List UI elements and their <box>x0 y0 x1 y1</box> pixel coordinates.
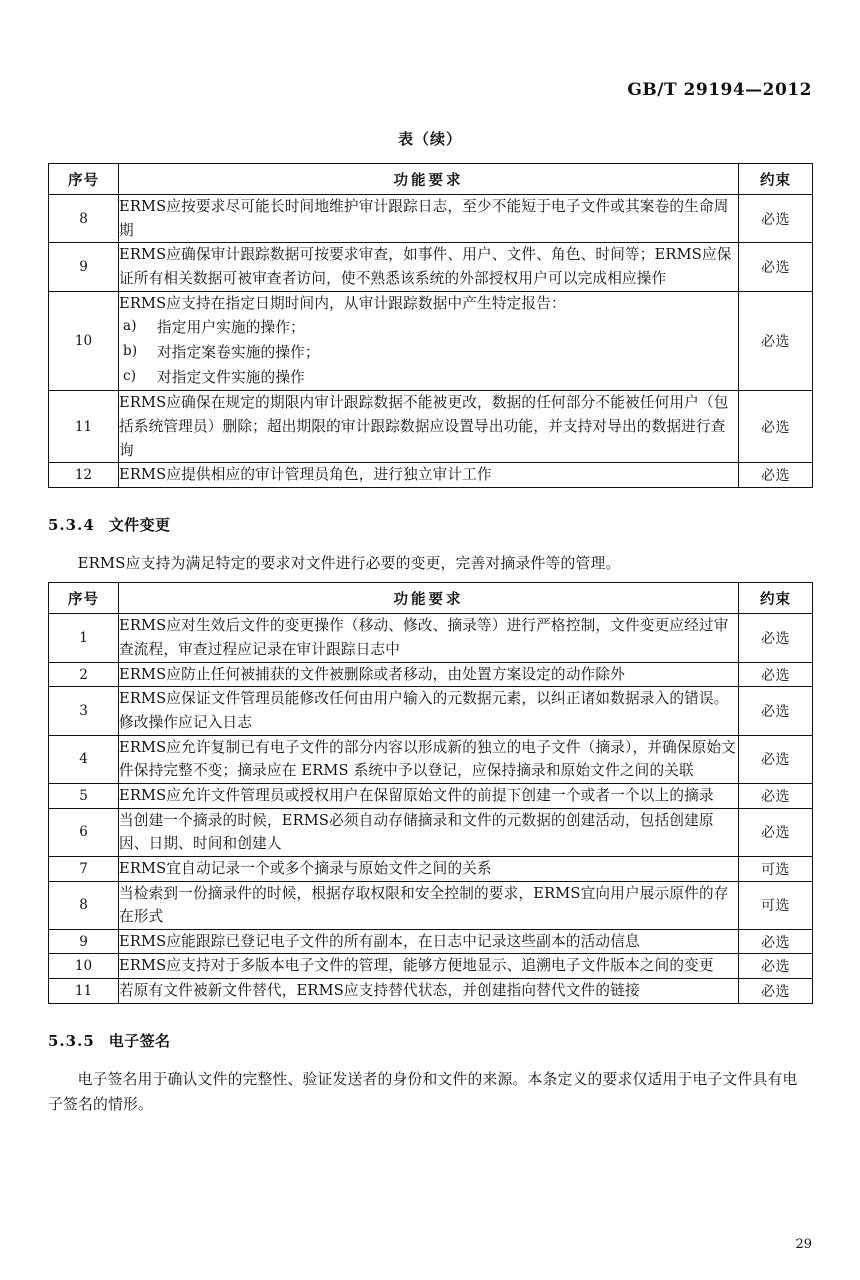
row-constraint: 必选 <box>739 391 813 463</box>
row-constraint: 必选 <box>739 463 813 488</box>
requirement-text: ERMS宜自动记录一个或多个摘录与原始文件之间的关系 <box>119 859 492 877</box>
sublist-marker: b) <box>123 343 138 360</box>
requirement-text: ERMS应防止任何被捕获的文件被删除或者移动，由处置方案设定的动作除外 <box>119 665 625 683</box>
change-table-body <box>49 614 813 1003</box>
requirement-text: ERMS应对生效后文件的变更操作（移动、修改、摘录等）进行严格控制，文件变更应经过审查流程，审查过程应记录在审计跟踪日志中 <box>119 617 729 659</box>
row-constraint: 必选 <box>739 783 813 808</box>
row-number: 12 <box>49 463 119 488</box>
row-requirement <box>119 291 739 391</box>
table-row <box>49 243 813 291</box>
requirement-text: ERMS应提供相应的审计管理员角色，进行独立审计工作 <box>119 466 492 484</box>
row-constraint: 必选 <box>739 614 813 662</box>
row-requirement <box>119 783 739 808</box>
requirement-text: 当检索到一份摘录件的时候，根据存取权限和安全控制的要求，ERMS宜向用户展示原件的存在形式 <box>119 884 729 926</box>
row-constraint: 必选 <box>739 954 813 979</box>
row-constraint: 必选 <box>739 979 813 1004</box>
column-header-constraint: 约束 <box>739 583 813 614</box>
section-heading-535 <box>48 1030 812 1051</box>
sublist-item <box>119 365 738 390</box>
column-header-no: 序号 <box>49 583 119 614</box>
row-number: 2 <box>49 662 119 687</box>
sublist-item <box>119 340 738 365</box>
table-row <box>49 391 813 463</box>
table-row <box>49 662 813 687</box>
row-requirement <box>119 614 739 662</box>
row-number: 10 <box>49 291 119 391</box>
row-requirement <box>119 881 739 929</box>
row-number: 11 <box>49 979 119 1004</box>
row-requirement <box>119 687 739 735</box>
standard-number-header: GB/T 29194—2012 <box>627 80 812 100</box>
table-row <box>49 979 813 1004</box>
row-number: 8 <box>49 195 119 243</box>
table-row <box>49 929 813 954</box>
sublist-text: 对指定案卷实施的操作； <box>157 344 320 362</box>
column-header-requirement: 功能要求 <box>119 164 739 195</box>
requirement-text: ERMS应支持在指定日期时间内，从审计跟踪数据中产生特定报告： <box>119 294 566 312</box>
requirement-text: 若原有文件被新文件替代，ERMS应支持替代状态，并创建指向替代文件的链接 <box>119 982 640 1000</box>
requirement-text: 当创建一个摘录的时候，ERMS必须自动存储摘录和文件的元数据的创建活动，包括创建原因、日期、时间和创建人 <box>119 811 714 853</box>
row-requirement <box>119 856 739 881</box>
file-change-requirements-table <box>48 582 813 1003</box>
requirement-text: ERMS应确保审计跟踪数据可按要求审查，如事件、用户、文件、角色、时间等；ERMS应保证所有相关数据可被审查者访问，使不熟悉该系统的外部授权用户可以完成相应操作 <box>119 246 732 287</box>
table-row <box>49 735 813 783</box>
section-number: 5.3.4 <box>48 516 95 535</box>
audit-table-body <box>49 195 813 488</box>
row-requirement <box>119 463 739 488</box>
requirement-text: ERMS应能跟踪已登记电子文件的所有副本，在日志中记录这些副本的活动信息 <box>119 932 640 950</box>
row-requirement <box>119 808 739 856</box>
table-header-row <box>49 164 813 195</box>
page-content <box>48 128 812 1128</box>
column-header-constraint: 约束 <box>739 164 813 195</box>
requirement-text: ERMS应允许文件管理员或授权用户在保留原始文件的前提下创建一个或者一个以上的摘录 <box>119 786 714 804</box>
page-number: 29 <box>795 1237 812 1252</box>
row-number: 9 <box>49 929 119 954</box>
table-row <box>49 783 813 808</box>
section-heading-534 <box>48 514 812 535</box>
sublist-text: 指定用户实施的操作； <box>157 319 305 337</box>
row-number: 1 <box>49 614 119 662</box>
row-requirement <box>119 391 739 463</box>
table-row <box>49 463 813 488</box>
row-constraint: 必选 <box>739 243 813 291</box>
sublist-text: 对指定文件实施的操作 <box>157 369 305 387</box>
audit-requirements-table <box>48 163 813 488</box>
section-number: 5.3.5 <box>48 1031 95 1050</box>
row-requirement <box>119 929 739 954</box>
row-number: 9 <box>49 243 119 291</box>
section-title: 电子签名 <box>108 1031 171 1050</box>
row-constraint: 必选 <box>739 291 813 391</box>
row-constraint: 必选 <box>739 662 813 687</box>
row-requirement <box>119 979 739 1004</box>
row-number: 7 <box>49 856 119 881</box>
row-number: 10 <box>49 954 119 979</box>
row-number: 3 <box>49 687 119 735</box>
section-title: 文件变更 <box>108 516 171 535</box>
table-row <box>49 687 813 735</box>
table-header-row <box>49 583 813 614</box>
sublist-item <box>119 315 738 340</box>
table-caption: 表（续） <box>397 130 462 148</box>
table-row <box>49 856 813 881</box>
row-requirement <box>119 735 739 783</box>
row-requirement <box>119 662 739 687</box>
row-number: 11 <box>49 391 119 463</box>
row-constraint: 必选 <box>739 735 813 783</box>
requirement-text: ERMS应按要求尽可能长时间地维护审计跟踪日志，至少不能短于电子文件或其案卷的生命周期 <box>119 198 729 239</box>
requirement-text: ERMS应支持对于多版本电子文件的管理，能够方便地显示、追溯电子文件版本之间的变更 <box>119 957 714 975</box>
row-number: 4 <box>49 735 119 783</box>
sublist-marker: a) <box>123 318 137 335</box>
column-header-no: 序号 <box>49 164 119 195</box>
column-header-requirement: 功能要求 <box>119 583 739 614</box>
requirement-text: ERMS应允许复制已有电子文件的部分内容以形成新的独立的电子文件（摘录），并确保原始文件保持完整不变；摘录应在 ERMS 系统中予以登记，应保持摘录和原始文件之间的关联 <box>119 738 737 780</box>
section-534-intro: ERMS应支持为满足特定的要求对文件进行必要的变更，完善对摘录件等的管理。 <box>77 555 621 573</box>
row-requirement <box>119 954 739 979</box>
table-row <box>49 614 813 662</box>
sublist-marker: c) <box>123 368 137 385</box>
row-requirement <box>119 195 739 243</box>
row-requirement <box>119 243 739 291</box>
row-number: 8 <box>49 881 119 929</box>
table-row <box>49 195 813 243</box>
row-constraint: 必选 <box>739 808 813 856</box>
table-row <box>49 808 813 856</box>
row-number: 6 <box>49 808 119 856</box>
table-row <box>49 881 813 929</box>
row-number: 5 <box>49 783 119 808</box>
row-constraint: 必选 <box>739 195 813 243</box>
table-row <box>49 954 813 979</box>
requirement-text: ERMS应保证文件管理员能修改任何由用户输入的元数据元素，以纠正诸如数据录入的错误。修改操作应记入日志 <box>119 690 729 732</box>
row-constraint: 可选 <box>739 881 813 929</box>
table-row <box>49 291 813 391</box>
row-constraint: 必选 <box>739 929 813 954</box>
section-535-intro: 电子签名用于确认文件的完整性、验证发送者的身份和文件的来源。本条定义的要求仅适用于电子文件具有电子签名的情形。 <box>48 1070 798 1114</box>
requirement-text: ERMS应确保在规定的期限内审计跟踪数据不能被更改，数据的任何部分不能被任何用户（包括系统管理员）删除；超出期限的审计跟踪数据应设置导出功能，并支持对导出的数据进行查询 <box>119 394 729 459</box>
requirement-sublist <box>119 315 738 390</box>
row-constraint: 必选 <box>739 687 813 735</box>
row-constraint: 可选 <box>739 856 813 881</box>
